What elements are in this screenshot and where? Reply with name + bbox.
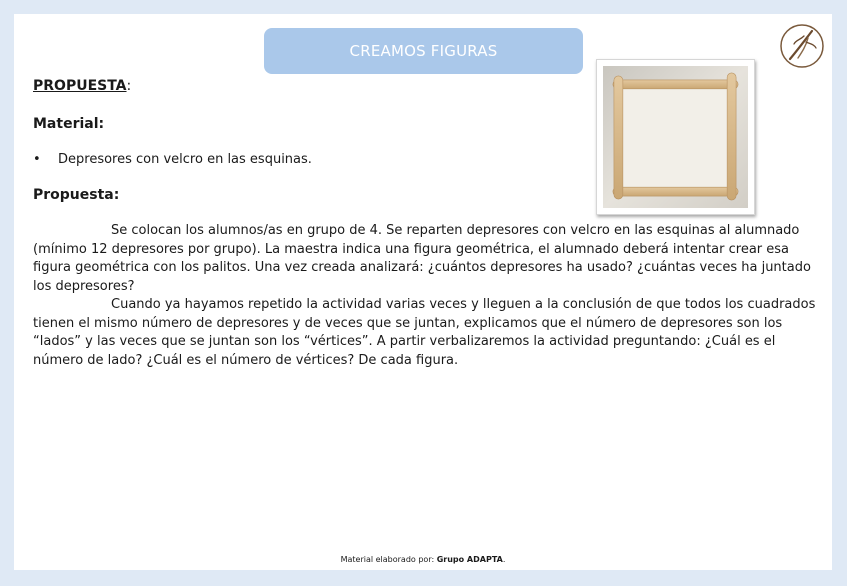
paragraph-1: Se colocan los alumnos/as en grupo de 4. Se reparten depresores con velcro en las esquinas al alumnado (mínimo 12 depresores por grupo). La maestra indica una figura geométrica, el alumnado deberá intentar crear esa figura geométrica con los palitos. Una vez creada analizará: ¿cuántos depresores ha usado? ¿cuántas veces ha juntado los depresores? — [33, 223, 811, 294]
page-title — [264, 28, 583, 74]
footer-prefix: Material elaborado por: — [340, 555, 437, 564]
proposal-heading: Propuesta: — [33, 187, 120, 203]
document-page — [14, 14, 832, 570]
paragraph-2: Cuando ya hayamos repetido la actividad varias veces y lleguen a la conclusión de que todos los cuadrados tienen el mismo número de depresores y de veces que se juntan, explicamos que el número de depresores son los “lados” y las veces que se juntan son los “vértices”. A partir verbalizaremos la actividad preguntando: ¿Cuál es el número de lado? ¿Cuál es el número de vértices? De cada figura. — [33, 297, 816, 368]
section-heading-text: PROPUESTA — [33, 78, 127, 94]
wooden-square-frame-photo — [603, 66, 748, 208]
activity-photo — [596, 59, 755, 215]
bullet-icon: • — [33, 152, 41, 167]
list-item — [33, 152, 312, 167]
material-heading: Material: — [33, 116, 105, 132]
footer-suffix: . — [502, 555, 506, 564]
section-heading-colon: : — [126, 78, 132, 94]
page-title-text: CREAMOS FIGURAS — [349, 42, 498, 60]
section-heading — [33, 78, 131, 94]
list-item-text: Depresores con velcro en las esquinas. — [58, 152, 312, 167]
brush-logo-icon — [778, 22, 826, 70]
footer-author: Grupo ADAPTA — [436, 555, 503, 564]
footer-credit — [14, 555, 832, 564]
